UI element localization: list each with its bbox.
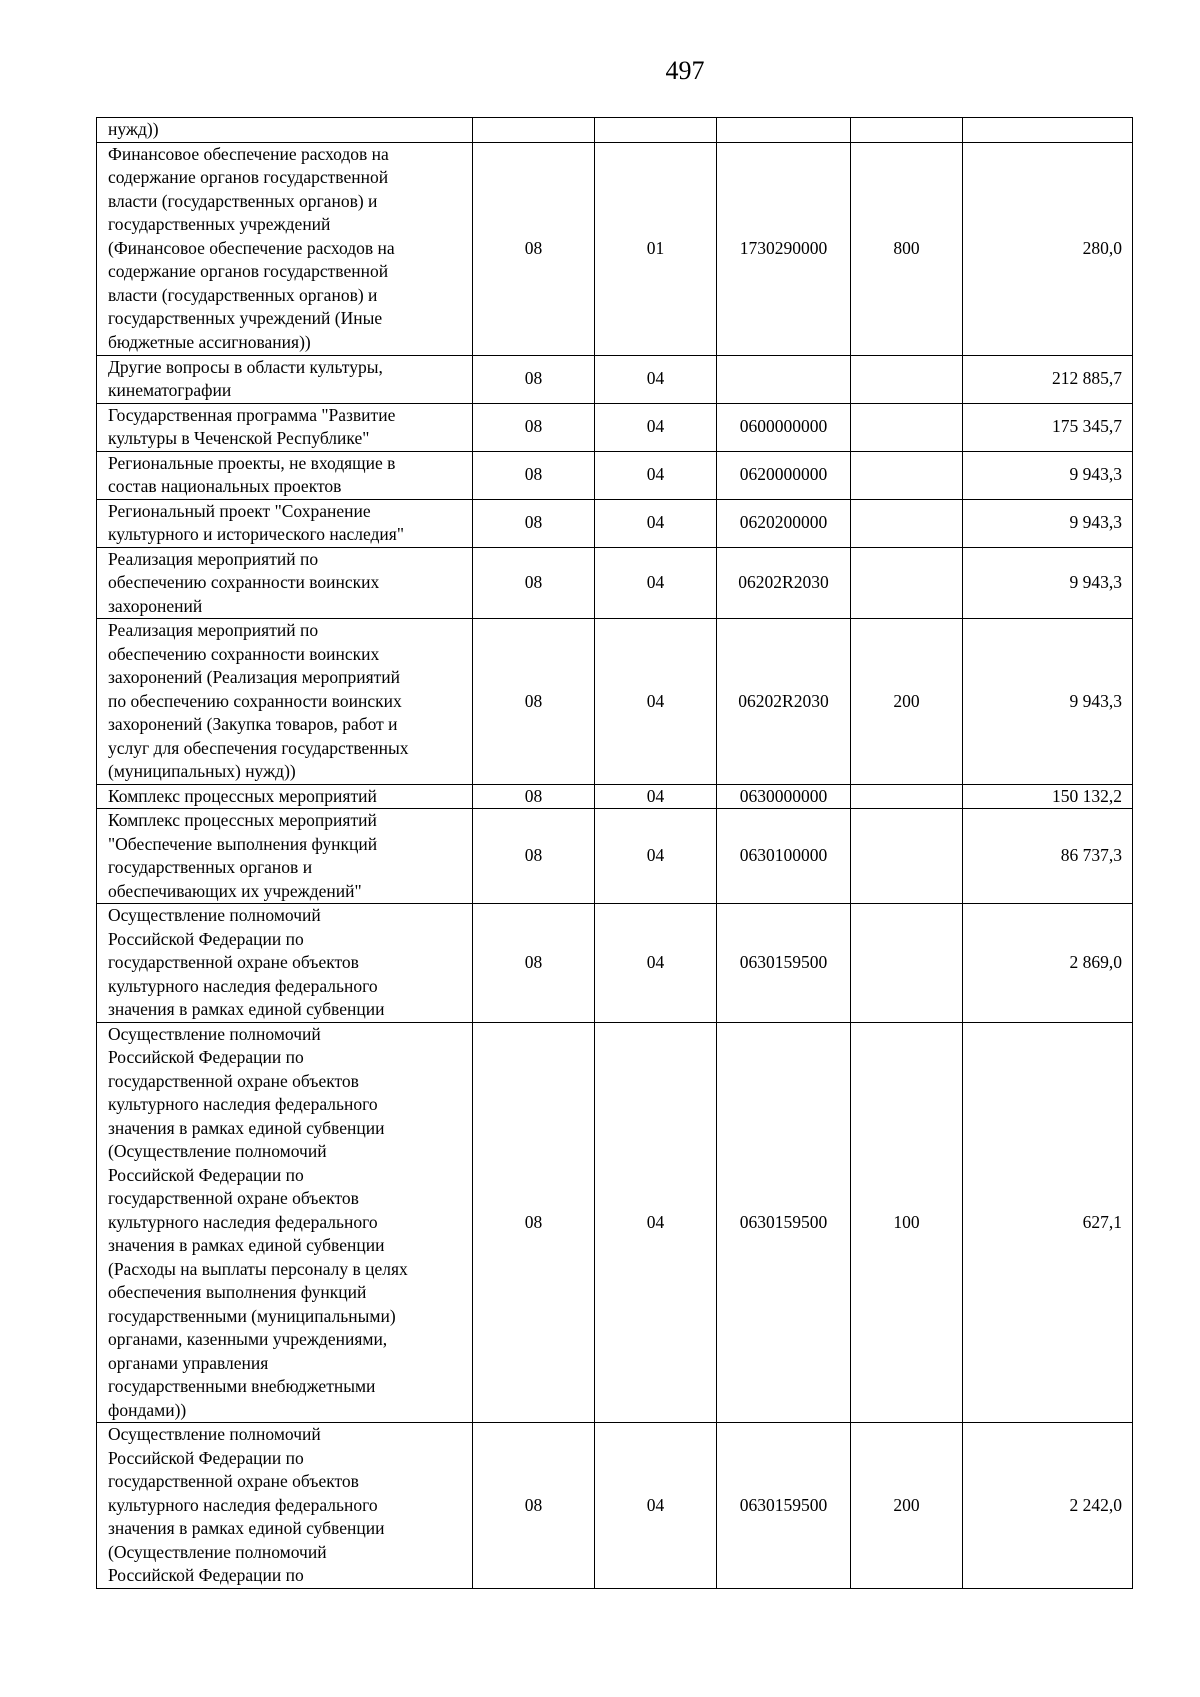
row-amount xyxy=(963,118,1133,143)
row-subsection: 04 xyxy=(595,784,717,809)
row-section: 08 xyxy=(473,1423,595,1589)
table-body xyxy=(97,118,1133,1589)
row-name: Государственная программа "Развитие культуры в Чеченской Республике" xyxy=(97,403,473,451)
row-subsection: 04 xyxy=(595,547,717,619)
row-expense-type xyxy=(851,904,963,1023)
row-subsection: 04 xyxy=(595,1423,717,1589)
row-amount: 9 943,3 xyxy=(963,619,1133,785)
table-row xyxy=(97,403,1133,451)
table-row xyxy=(97,547,1133,619)
row-expense-type: 200 xyxy=(851,1423,963,1589)
row-target-article: 06202R2030 xyxy=(717,547,851,619)
row-target-article: 0630159500 xyxy=(717,904,851,1023)
row-subsection xyxy=(595,118,717,143)
row-name: Другие вопросы в области культуры, кинематографии xyxy=(97,355,473,403)
row-target-article: 0630000000 xyxy=(717,784,851,809)
row-name: Комплекс процессных мероприятий "Обеспечение выполнения функций государственных органов и обеспечивающих их учреждений" xyxy=(97,809,473,904)
row-subsection: 04 xyxy=(595,809,717,904)
row-amount: 86 737,3 xyxy=(963,809,1133,904)
row-amount: 9 943,3 xyxy=(963,547,1133,619)
row-amount: 627,1 xyxy=(963,1022,1133,1423)
row-expense-type xyxy=(851,499,963,547)
row-target-article: 0620200000 xyxy=(717,499,851,547)
row-amount: 2 869,0 xyxy=(963,904,1133,1023)
row-expense-type xyxy=(851,355,963,403)
table-row xyxy=(97,904,1133,1023)
row-name: Комплекс процессных мероприятий xyxy=(97,784,473,809)
row-section: 08 xyxy=(473,619,595,785)
row-name: Реализация мероприятий по обеспечению сохранности воинских захоронений xyxy=(97,547,473,619)
row-section: 08 xyxy=(473,499,595,547)
row-subsection: 04 xyxy=(595,499,717,547)
row-subsection: 04 xyxy=(595,1022,717,1423)
row-amount: 9 943,3 xyxy=(963,451,1133,499)
table-row xyxy=(97,142,1133,355)
row-amount: 2 242,0 xyxy=(963,1423,1133,1589)
row-section: 08 xyxy=(473,547,595,619)
row-name: Региональные проекты, не входящие в состав национальных проектов xyxy=(97,451,473,499)
row-expense-type xyxy=(851,451,963,499)
row-name: Осуществление полномочий Российской Федерации по государственной охране объектов культурного наследия федерального значения в рамках единой субвенции (Осуществление полномочий Российской Федерации по xyxy=(97,1423,473,1589)
row-expense-type xyxy=(851,547,963,619)
row-section: 08 xyxy=(473,809,595,904)
row-section xyxy=(473,118,595,143)
row-expense-type xyxy=(851,118,963,143)
row-name: Реализация мероприятий по обеспечению сохранности воинских захоронений (Реализация мероприятий по обеспечению сохранности воинских захоронений (Закупка товаров, работ и услуг для обеспечения государственных (муниципальных) нужд)) xyxy=(97,619,473,785)
row-section: 08 xyxy=(473,142,595,355)
row-subsection: 04 xyxy=(595,355,717,403)
row-target-article: 0630159500 xyxy=(717,1423,851,1589)
row-section: 08 xyxy=(473,403,595,451)
row-name: Финансовое обеспечение расходов на содержание органов государственной власти (государственных органов) и государственных учреждений (Финансовое обеспечение расходов на содержание органов государственной власти (государственных органов) и государственных учреждений (Иные бюджетные ассигнования)) xyxy=(97,142,473,355)
row-name: Осуществление полномочий Российской Федерации по государственной охране объектов культурного наследия федерального значения в рамках единой субвенции (Осуществление полномочий Российской Федерации по государственной охране объектов культурного наследия федерального значения в рамках единой субвенции (Расходы на выплаты персоналу в целях обеспечения выполнения функций государственными (муниципальными) органами, казенными учреждениями, органами управления государственными внебюджетными фондами)) xyxy=(97,1022,473,1423)
budget-table xyxy=(96,117,1133,1589)
table-row xyxy=(97,118,1133,143)
row-amount: 9 943,3 xyxy=(963,499,1133,547)
row-expense-type xyxy=(851,784,963,809)
row-section: 08 xyxy=(473,355,595,403)
row-section: 08 xyxy=(473,904,595,1023)
row-section: 08 xyxy=(473,1022,595,1423)
row-expense-type: 800 xyxy=(851,142,963,355)
row-subsection: 04 xyxy=(595,619,717,785)
row-section: 08 xyxy=(473,451,595,499)
row-name: Региональный проект "Сохранение культурного и исторического наследия" xyxy=(97,499,473,547)
row-expense-type xyxy=(851,403,963,451)
table-row xyxy=(97,451,1133,499)
page-number: 497 xyxy=(665,56,705,85)
row-name: нужд)) xyxy=(97,118,473,143)
row-subsection: 04 xyxy=(595,904,717,1023)
table-row xyxy=(97,499,1133,547)
table-row xyxy=(97,809,1133,904)
row-subsection: 01 xyxy=(595,142,717,355)
row-amount: 212 885,7 xyxy=(963,355,1133,403)
row-name: Осуществление полномочий Российской Федерации по государственной охране объектов культурного наследия федерального значения в рамках единой субвенции xyxy=(97,904,473,1023)
table-row xyxy=(97,619,1133,785)
row-section: 08 xyxy=(473,784,595,809)
row-amount: 150 132,2 xyxy=(963,784,1133,809)
table-row xyxy=(97,355,1133,403)
row-expense-type: 100 xyxy=(851,1022,963,1423)
row-expense-type: 200 xyxy=(851,619,963,785)
row-target-article: 0600000000 xyxy=(717,403,851,451)
table-row xyxy=(97,1022,1133,1423)
row-target-article: 06202R2030 xyxy=(717,619,851,785)
row-amount: 280,0 xyxy=(963,142,1133,355)
row-target-article: 0630159500 xyxy=(717,1022,851,1423)
row-target-article: 1730290000 xyxy=(717,142,851,355)
row-subsection: 04 xyxy=(595,451,717,499)
row-expense-type xyxy=(851,809,963,904)
row-target-article xyxy=(717,118,851,143)
row-subsection: 04 xyxy=(595,403,717,451)
row-target-article: 0630100000 xyxy=(717,809,851,904)
table-row xyxy=(97,784,1133,809)
row-target-article: 0620000000 xyxy=(717,451,851,499)
row-target-article xyxy=(717,355,851,403)
row-amount: 175 345,7 xyxy=(963,403,1133,451)
table-row xyxy=(97,1423,1133,1589)
